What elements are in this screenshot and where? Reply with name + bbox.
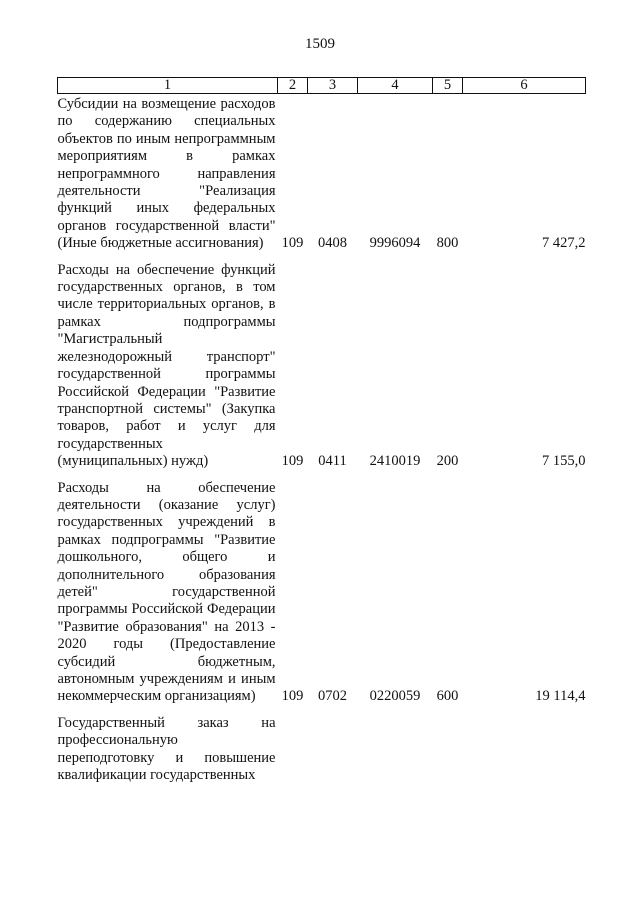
column-header: 5 [433,78,463,94]
row-description: Государственный заказ на профессиональную переподготовку и повышение квалификации государственных [57,714,276,784]
expense-type-code [433,706,463,785]
section-code: 0411 [318,453,347,470]
expense-type-code: 200 [436,453,459,470]
ministry-code: 109 [281,235,304,252]
column-header: 3 [308,78,358,94]
expense-type-code: 800 [436,235,459,252]
target-code: 2410019 [369,453,421,470]
amount-value [463,706,586,785]
amount-value: 7 427,2 [542,235,586,252]
target-code [358,706,433,785]
target-code: 9996094 [369,235,421,252]
row-description: Расходы на обеспечение функций государственных органов, в том числе территориальных органов, в рамках подпрограммы "Магистральный железнодорожный транспорт" государственной программы Российской Федерации "Развитие транспортной системы" (Закупка товаров, работ и услуг для государственных (муниципальных) нужд) [57,261,276,470]
budget-table [57,77,586,784]
table-row [58,94,586,253]
expense-type-code: 600 [436,688,459,705]
column-header: 1 [58,78,278,94]
ministry-code: 109 [281,453,304,470]
table-row [58,253,586,471]
column-header: 6 [463,78,586,94]
ministry-code [278,706,308,785]
amount-value: 19 114,4 [535,688,586,705]
section-code [308,706,358,785]
amount-value: 7 155,0 [542,453,586,470]
table-row [58,706,586,785]
table-header-row [58,78,586,94]
section-code: 0702 [318,688,347,705]
target-code: 0220059 [369,688,421,705]
row-description: Субсидии на возмещение расходов по содержанию специальных объектов по иным непрограммным мероприятиям в рамках непрограммного направления деятельности "Реализация функций иных федеральных органов государственной власти" (Иные бюджетные ассигнования) [57,96,276,252]
column-header: 2 [278,78,308,94]
section-code: 0408 [318,235,347,252]
ministry-code: 109 [281,688,304,705]
row-description: Расходы на обеспечение деятельности (оказание услуг) государственных учреждений в рамках подпрограммы "Развитие дошкольного, общего и дополнительного образования детей" государственной программы Российской Федерации "Развитие образования" на 2013 - 2020 годы (Предоставление субсидий бюджетным, автономным учреждениям и иным некоммерческим организациям) [57,479,276,705]
column-header: 4 [358,78,433,94]
table-row [58,471,586,706]
page-number: 1509 [305,36,335,52]
